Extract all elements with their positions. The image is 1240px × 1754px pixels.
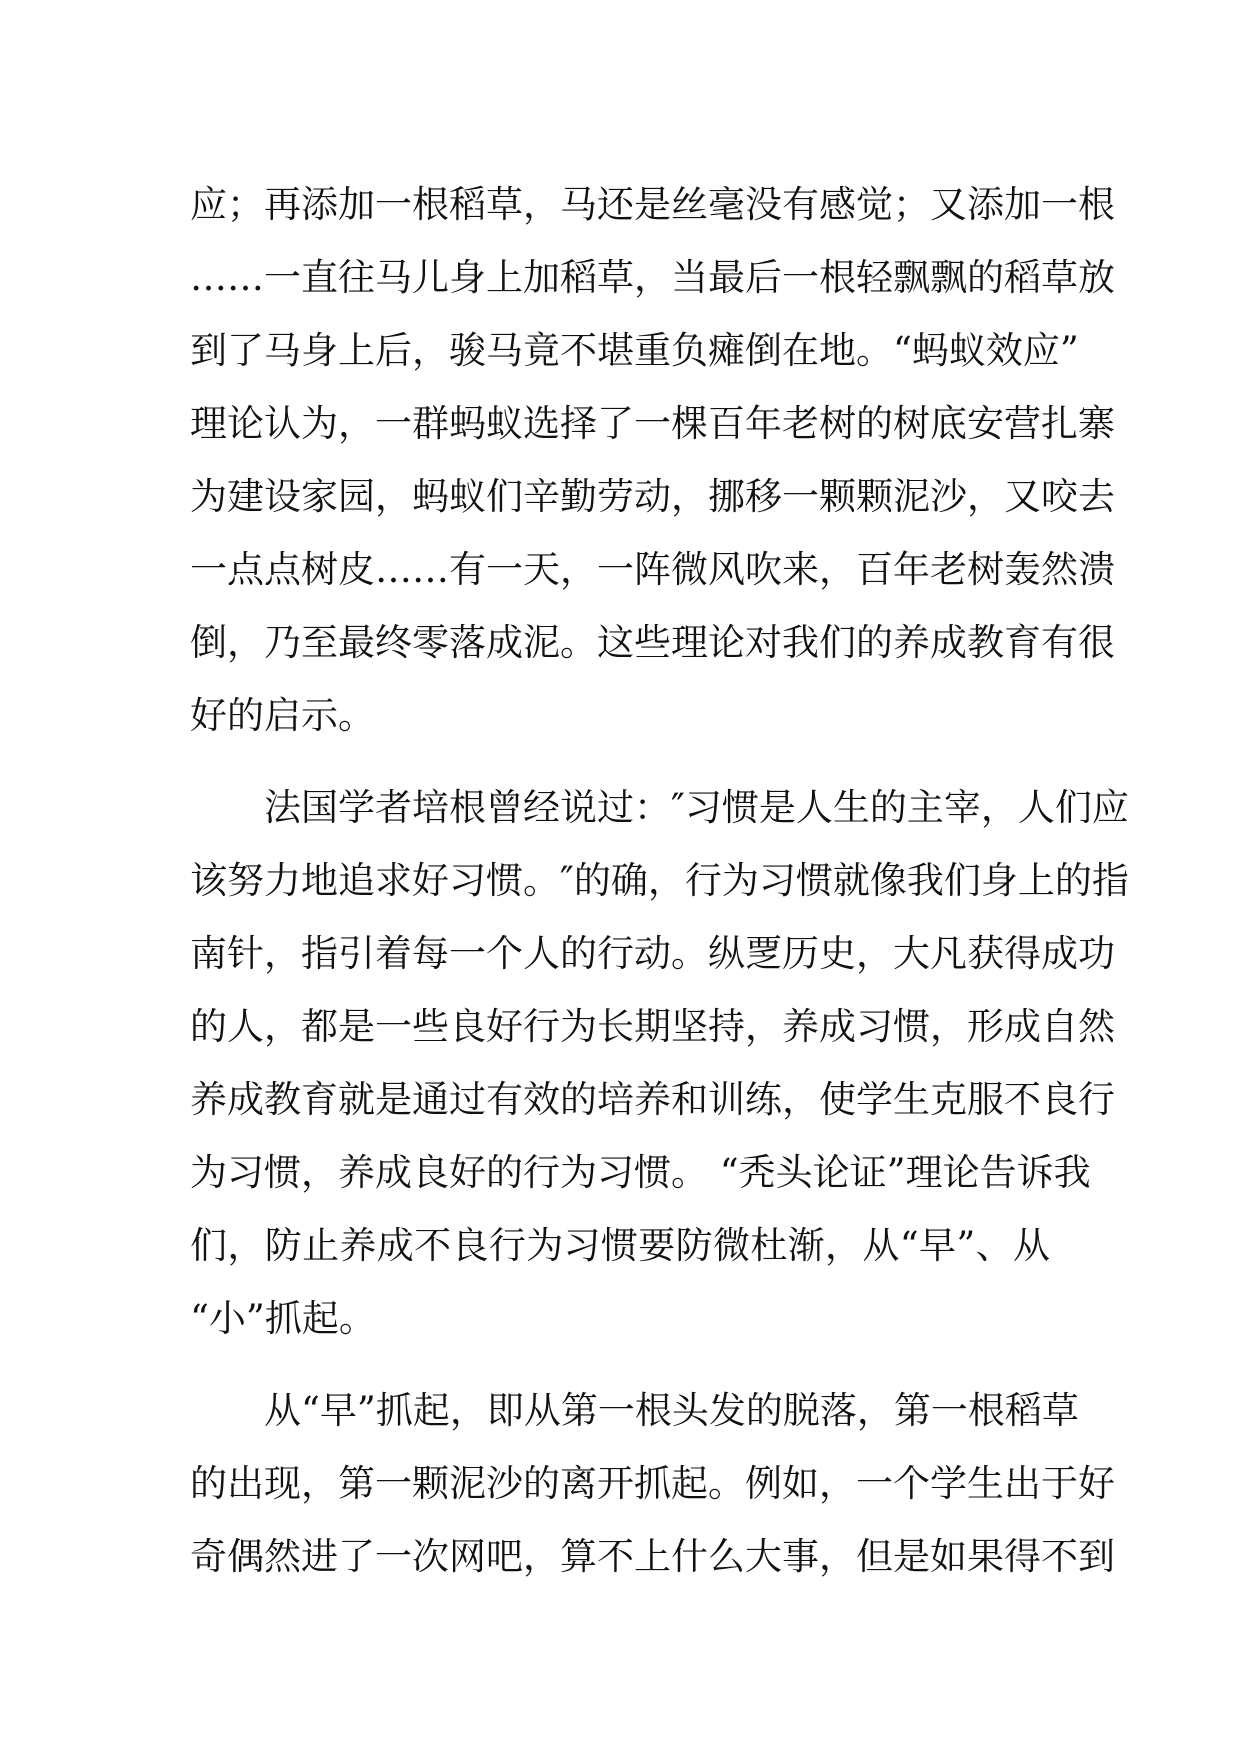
text-line: 到了马身上后，骏马竟不堪重负瘫倒在地。“蚂蚁效应”	[190, 329, 1079, 372]
text-line: 一点点树皮……有一天，一阵微风吹来，百年老树轰然溃	[190, 548, 1115, 591]
text-line: 养成教育就是通过有效的培养和训练，使学生克服不良行	[190, 1078, 1115, 1121]
text-line: 的出现，第一颗泥沙的离开抓起。例如，一个学生出于好	[190, 1462, 1115, 1505]
text-line: 法国学者培根曾经说过：″习惯是人生的主宰，人们应	[190, 786, 1129, 829]
text-line: 该努力地追求好习惯。″的确，行为习惯就像我们身上的指	[190, 859, 1129, 902]
paragraph-spacer	[190, 1355, 1050, 1374]
text-line: 为建设家园，蚂蚁们辛勤劳动，挪移一颗颗泥沙，又咬去	[190, 475, 1115, 518]
body-text	[190, 168, 1129, 1593]
text-line: 奇偶然进了一次网吧，算不上什么大事，但是如果得不到	[190, 1535, 1115, 1578]
text-line: ……一直往马儿身上加稻草，当最后一根轻飘飘的稻草放	[190, 256, 1115, 299]
paragraph-1	[190, 168, 1115, 752]
text-line: 倒，乃至最终零落成泥。这些理论对我们的养成教育有很	[190, 621, 1115, 664]
text-line: 南针，指引着每一个人的行动。纵覂历史，大凡获得成功	[190, 932, 1115, 975]
paragraph-3	[190, 1374, 1115, 1593]
text-line: 好的启示。	[190, 694, 375, 737]
text-line: “小”抓起。	[190, 1297, 376, 1340]
text-line: 们，防止养成不良行为习惯要防微杜渐，从“早”、从	[190, 1224, 1050, 1267]
paragraph-2	[190, 771, 1129, 1355]
text-line: 从“早”抓起，即从第一根头发的脱落，第一根稻草	[190, 1389, 1079, 1432]
text-line: 理论认为，一群蚂蚁选择了一棵百年老树的树底安营扎寨	[190, 402, 1115, 445]
paragraph-spacer	[190, 752, 1050, 771]
text-line: 为习惯，养成良好的行为习惯。 “秃头论证”理论告诉我	[190, 1151, 1091, 1194]
text-line: 应；再添加一根稻草，马还是丝毫没有感觉；又添加一根	[190, 183, 1115, 226]
text-line: 的人，都是一些良好行为长期坚持，养成习惯，形成自然	[190, 1005, 1115, 1048]
